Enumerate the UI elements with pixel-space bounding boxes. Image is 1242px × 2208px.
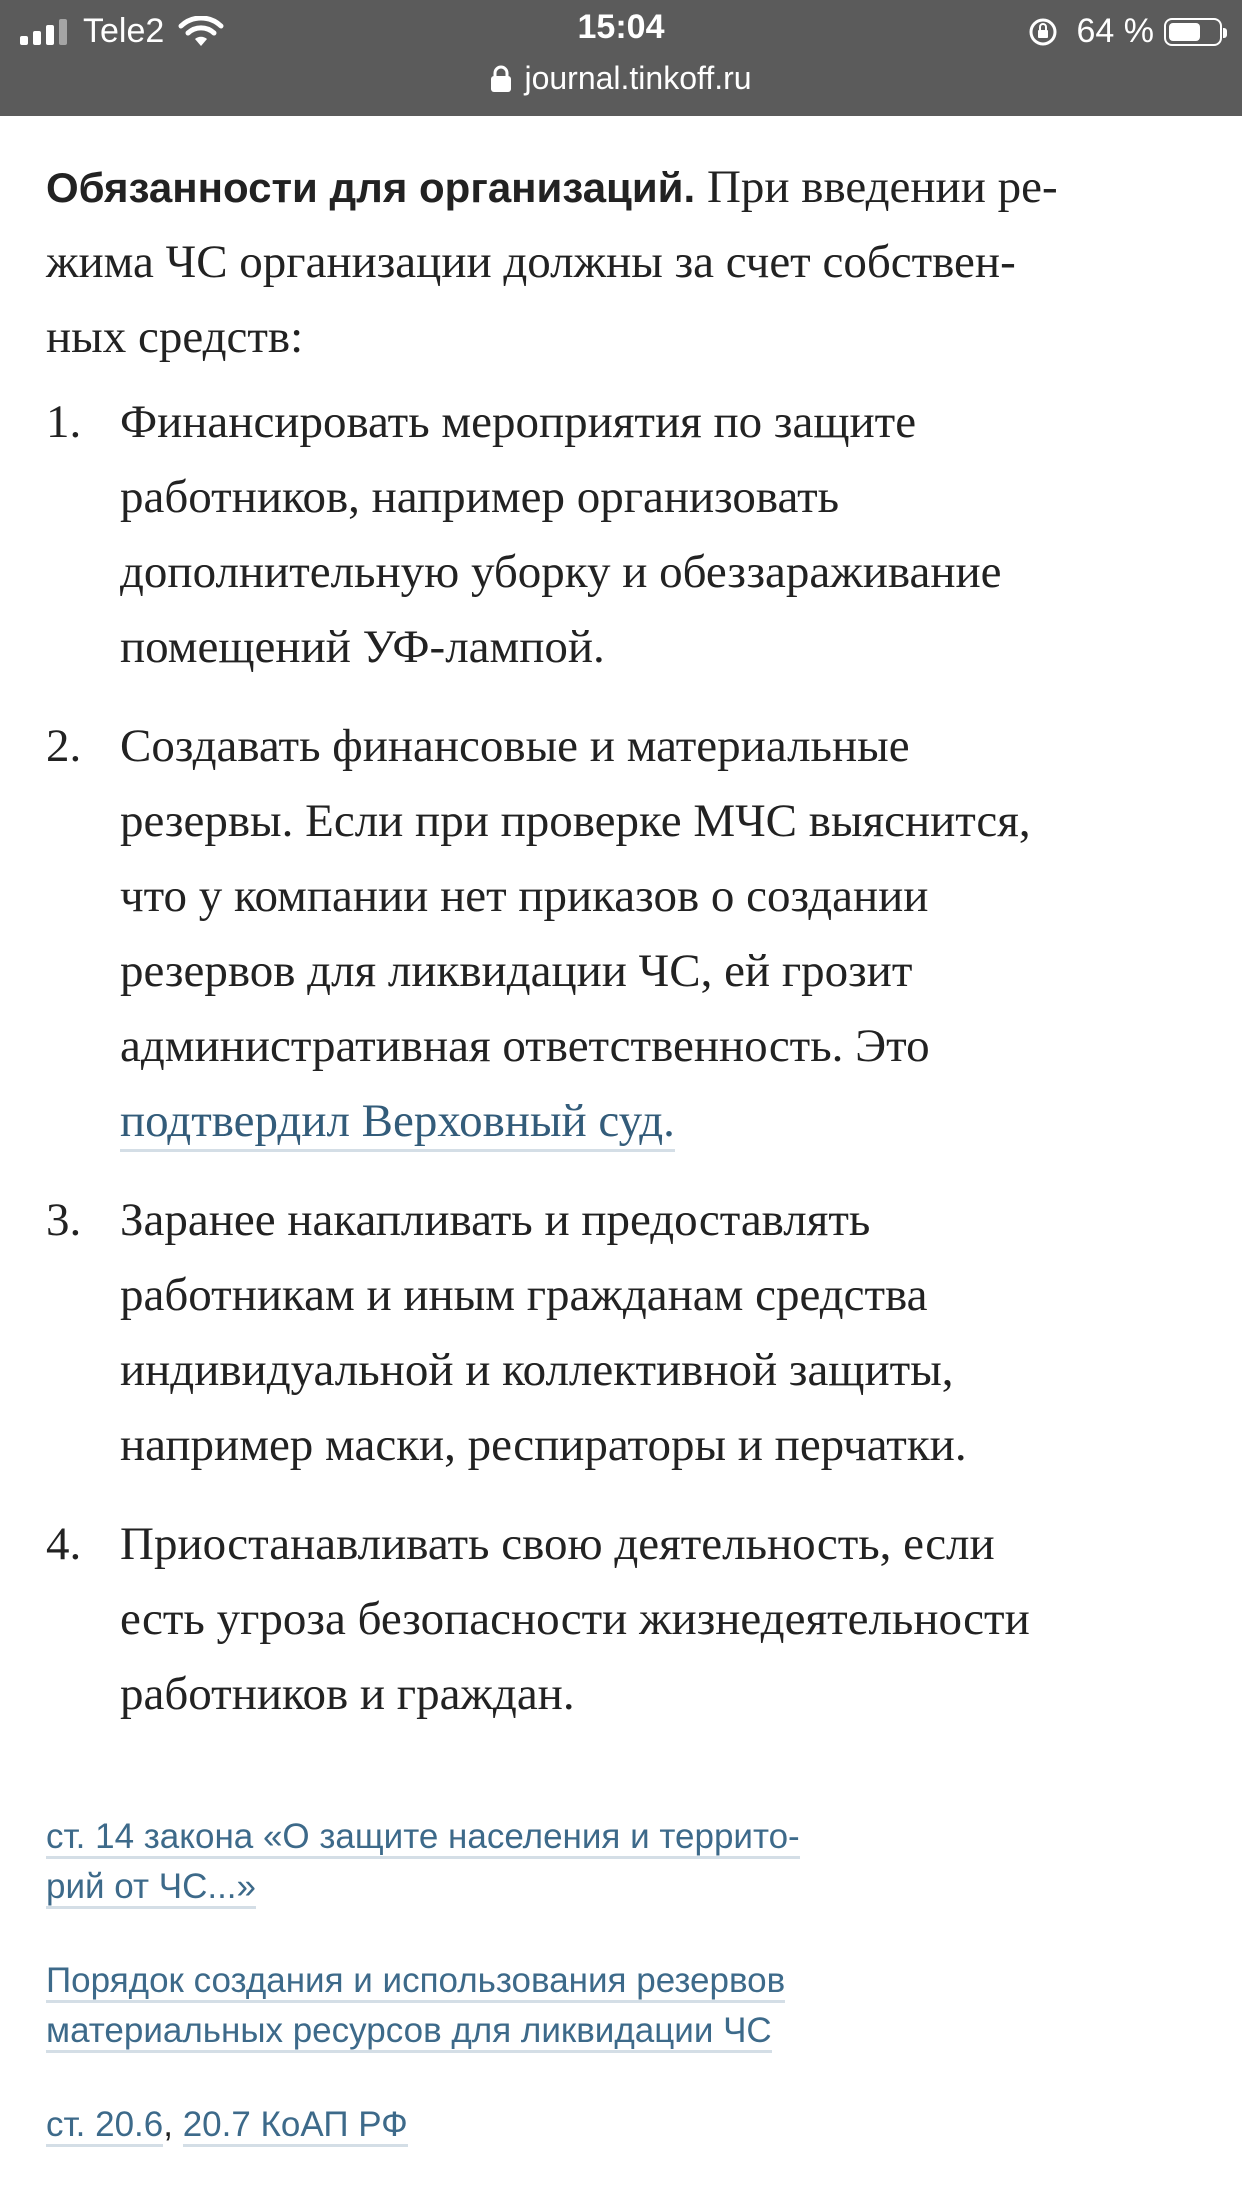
clock: 15:04 xyxy=(577,8,665,46)
rotation-lock-icon xyxy=(1027,16,1059,48)
references xyxy=(46,1812,1046,2194)
koap-link-20-6[interactable]: ст. 20.6 xyxy=(46,2105,163,2147)
intro-line3: ных средств: xyxy=(46,311,304,363)
intro-bold-heading: Обязанности для организаций. xyxy=(46,164,696,211)
list-line: Создавать финансовые и материальные xyxy=(120,720,910,772)
status-bar xyxy=(0,0,1242,116)
carrier-name: Tele2 xyxy=(83,12,165,50)
list-line: Финансировать мероприятия по защите xyxy=(120,396,917,448)
law-link-line2[interactable]: рий от ЧС...» xyxy=(46,1867,256,1909)
list-number: 3. xyxy=(46,1194,82,1246)
list-line: работникам и иным гражданам средства xyxy=(120,1269,928,1321)
supreme-court-link[interactable]: подтвердил Верховный суд. xyxy=(120,1095,675,1152)
list-line: есть угроза безопасности жизнедеятельности xyxy=(120,1593,1030,1645)
list-line: работников и граждан. xyxy=(120,1668,575,1720)
article-body xyxy=(46,150,1196,1756)
list-line: резервов для ликвидации ЧС, ей грозит xyxy=(120,945,913,997)
status-right xyxy=(1027,12,1223,51)
list-line: индивидуальной и коллективной защиты, xyxy=(120,1344,954,1396)
list-number: 1. xyxy=(46,396,82,448)
lock-icon xyxy=(490,65,512,93)
list-number: 4. xyxy=(46,1518,82,1570)
law-reference xyxy=(46,1812,1046,1912)
battery-icon xyxy=(1164,18,1222,46)
list-item xyxy=(46,709,1196,1159)
list-item xyxy=(46,1183,1196,1483)
order-link-line1[interactable]: Порядок создания и использования резервов xyxy=(46,1961,785,2003)
list-item xyxy=(46,1507,1196,1732)
list-line: что у компании нет приказов о создании xyxy=(120,870,929,922)
list-item xyxy=(46,385,1196,685)
url-bar[interactable] xyxy=(0,60,1242,97)
list-line: Заранее накапливать и предоставлять xyxy=(120,1194,871,1246)
law-link-line1[interactable]: ст. 14 закона «О защите населения и террито- xyxy=(46,1817,800,1859)
battery-percent: 64 % xyxy=(1076,12,1154,50)
list-line: помещений УФ-лампой. xyxy=(120,621,605,673)
list-line: Приостанавливать свою деятельность, если xyxy=(120,1518,995,1570)
obligations-list xyxy=(46,385,1196,1732)
intro-paragraph xyxy=(46,150,1196,375)
intro-line2: жима ЧС организации должны за счет собствен- xyxy=(46,236,1016,288)
url-text: journal.tinkoff.ru xyxy=(524,60,752,96)
list-line: работников, например организовать xyxy=(120,471,840,523)
list-line: дополнительную уборку и обеззараживание xyxy=(120,546,1002,598)
intro-line1: При введении ре- xyxy=(695,161,1058,213)
koap-separator: , xyxy=(163,2105,183,2144)
koap-link-20-7[interactable]: 20.7 КоАП РФ xyxy=(183,2105,408,2147)
list-line: административная ответственность. Это xyxy=(120,1020,930,1072)
list-line: например маски, респираторы и перчатки. xyxy=(120,1419,967,1471)
order-link-line2[interactable]: материальных ресурсов для ликвидации ЧС xyxy=(46,2011,772,2053)
battery-level xyxy=(1169,23,1200,41)
list-line: резервы. Если при проверке МЧС выяснится, xyxy=(120,795,1031,847)
order-reference xyxy=(46,1956,1046,2056)
list-number: 2. xyxy=(46,720,82,772)
koap-reference xyxy=(46,2100,1046,2150)
